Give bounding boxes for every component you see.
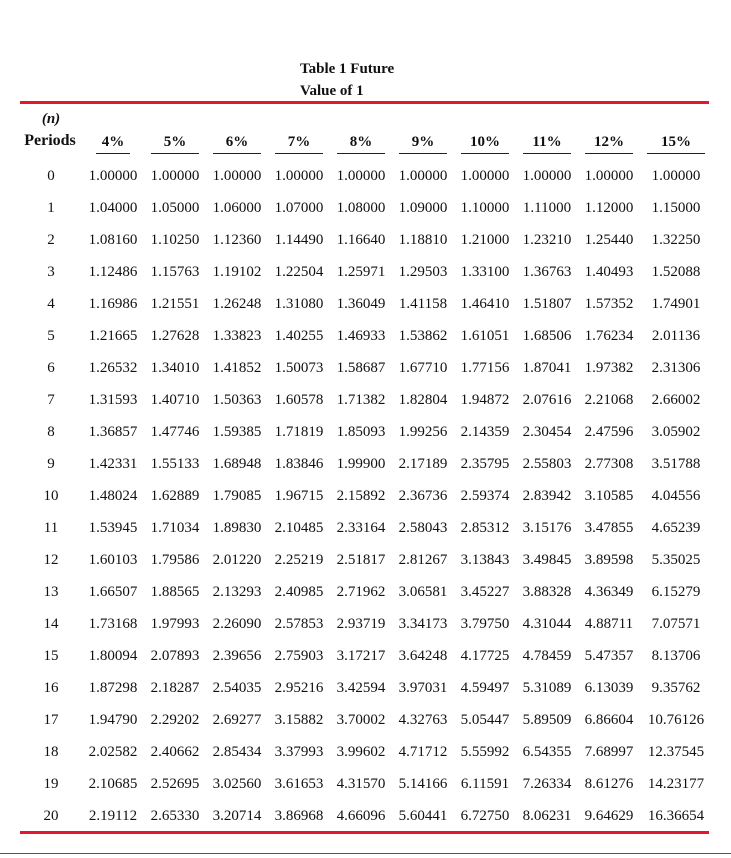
rate-header-underline: [585, 153, 633, 154]
value-cell: 2.01136: [651, 328, 701, 344]
value-cell: 3.20714: [212, 808, 262, 824]
value-cell: 5.60441: [398, 808, 448, 824]
value-cell: 4.71712: [398, 744, 448, 760]
value-cell: 1.89830: [212, 520, 262, 536]
value-cell: 3.61653: [274, 776, 324, 792]
rate-header: 11%: [532, 134, 562, 150]
value-cell: 1.25440: [584, 232, 634, 248]
rate-header: 6%: [225, 134, 249, 150]
value-cell: 2.10485: [274, 520, 324, 536]
value-cell: 1.50073: [274, 360, 324, 376]
value-cell: 3.49845: [522, 552, 572, 568]
value-cell: 1.22504: [274, 264, 324, 280]
value-cell: 10.76126: [647, 712, 705, 728]
value-cell: 1.48024: [88, 488, 138, 504]
rate-header-underline: [461, 153, 509, 154]
value-cell: 1.36763: [522, 264, 572, 280]
value-cell: 1.73168: [88, 616, 138, 632]
value-cell: 1.47746: [150, 424, 200, 440]
value-cell: 1.62889: [150, 488, 200, 504]
value-cell: 3.86968: [274, 808, 324, 824]
value-cell: 2.25219: [274, 552, 324, 568]
value-cell: 3.89598: [584, 552, 634, 568]
value-cell: 1.74901: [651, 296, 701, 312]
value-cell: 1.14490: [274, 232, 324, 248]
value-cell: 2.29202: [150, 712, 200, 728]
value-cell: 1.00000: [522, 168, 572, 184]
value-cell: 7.68997: [584, 744, 634, 760]
value-cell: 1.21000: [460, 232, 510, 248]
value-cell: 1.68948: [212, 456, 262, 472]
value-cell: 5.35025: [651, 552, 701, 568]
value-cell: 2.57853: [274, 616, 324, 632]
value-cell: 2.13293: [212, 584, 262, 600]
rate-header: 5%: [163, 134, 187, 150]
value-cell: 3.15882: [274, 712, 324, 728]
value-cell: 5.31089: [522, 680, 572, 696]
value-cell: 4.65239: [651, 520, 701, 536]
value-cell: 2.59374: [460, 488, 510, 504]
value-cell: 1.31080: [274, 296, 324, 312]
value-cell: 1.10000: [460, 200, 510, 216]
value-cell: 1.50363: [212, 392, 262, 408]
rate-header: 7%: [287, 134, 311, 150]
value-cell: 6.72750: [460, 808, 510, 824]
value-cell: 1.21551: [150, 296, 200, 312]
value-cell: 1.00000: [651, 168, 701, 184]
value-cell: 1.52088: [651, 264, 701, 280]
value-cell: 1.51807: [522, 296, 572, 312]
value-cell: 6.15279: [651, 584, 701, 600]
value-cell: 1.53862: [398, 328, 448, 344]
value-cell: 4.36349: [584, 584, 634, 600]
value-cell: 2.35795: [460, 456, 510, 472]
value-cell: 3.70002: [336, 712, 386, 728]
value-cell: 2.52695: [150, 776, 200, 792]
value-cell: 1.42331: [88, 456, 138, 472]
value-cell: 2.21068: [584, 392, 634, 408]
value-cell: 3.05902: [651, 424, 701, 440]
value-cell: 8.61276: [584, 776, 634, 792]
value-cell: 1.46933: [336, 328, 386, 344]
value-cell: 1.71382: [336, 392, 386, 408]
value-cell: 12.37545: [647, 744, 705, 760]
value-cell: 3.51788: [651, 456, 701, 472]
value-cell: 1.33823: [212, 328, 262, 344]
value-cell: 3.17217: [336, 648, 386, 664]
value-cell: 6.13039: [584, 680, 634, 696]
value-cell: 3.06581: [398, 584, 448, 600]
value-cell: 1.40710: [150, 392, 200, 408]
rate-header-underline: [647, 153, 705, 154]
value-cell: 1.00000: [150, 168, 200, 184]
rate-header-underline: [213, 153, 261, 154]
period-cell: 15: [43, 648, 59, 664]
value-cell: 2.07616: [522, 392, 572, 408]
value-cell: 1.58687: [336, 360, 386, 376]
value-cell: 2.18287: [150, 680, 200, 696]
value-cell: 6.54355: [522, 744, 572, 760]
value-cell: 1.71819: [274, 424, 324, 440]
period-cell: 0: [47, 168, 55, 184]
value-cell: 1.00000: [460, 168, 510, 184]
value-cell: 2.85434: [212, 744, 262, 760]
value-cell: 1.46410: [460, 296, 510, 312]
value-cell: 2.30454: [522, 424, 572, 440]
value-cell: 2.40985: [274, 584, 324, 600]
period-cell: 9: [47, 456, 55, 472]
rate-header: 12%: [594, 134, 624, 150]
value-cell: 2.55803: [522, 456, 572, 472]
value-cell: 1.21665: [88, 328, 138, 344]
rate-header: 4%: [101, 134, 125, 150]
value-cell: 1.04000: [88, 200, 138, 216]
value-cell: 16.36654: [647, 808, 705, 824]
value-cell: 1.05000: [150, 200, 200, 216]
rate-header: 10%: [470, 134, 500, 150]
rate-header: 15%: [661, 134, 691, 150]
value-cell: 2.95216: [274, 680, 324, 696]
value-cell: 5.89509: [522, 712, 572, 728]
value-cell: 5.14166: [398, 776, 448, 792]
value-cell: 1.00000: [212, 168, 262, 184]
value-cell: 1.08160: [88, 232, 138, 248]
value-cell: 2.19112: [88, 808, 138, 824]
value-cell: 1.09000: [398, 200, 448, 216]
value-cell: 1.19102: [212, 264, 262, 280]
value-cell: 1.32250: [651, 232, 701, 248]
value-cell: 2.65330: [150, 808, 200, 824]
value-cell: 3.15176: [522, 520, 572, 536]
value-cell: 1.11000: [522, 200, 572, 216]
value-cell: 1.97382: [584, 360, 634, 376]
value-cell: 1.00000: [88, 168, 138, 184]
period-cell: 6: [47, 360, 55, 376]
period-cell: 12: [43, 552, 59, 568]
page-bottom-line: [0, 853, 731, 854]
value-cell: 4.32763: [398, 712, 448, 728]
value-cell: 2.17189: [398, 456, 448, 472]
value-cell: 1.12360: [212, 232, 262, 248]
value-cell: 1.07000: [274, 200, 324, 216]
value-cell: 1.99900: [336, 456, 386, 472]
value-cell: 1.55133: [150, 456, 200, 472]
value-cell: 1.57352: [584, 296, 634, 312]
value-cell: 2.39656: [212, 648, 262, 664]
value-cell: 1.96715: [274, 488, 324, 504]
period-cell: 19: [43, 776, 59, 792]
value-cell: 1.26248: [212, 296, 262, 312]
value-cell: 1.10250: [150, 232, 200, 248]
table-title-line-1: Table 1 Future: [300, 61, 395, 77]
value-cell: 8.06231: [522, 808, 572, 824]
period-cell: 14: [43, 616, 59, 632]
value-cell: 3.99602: [336, 744, 386, 760]
value-cell: 2.33164: [336, 520, 386, 536]
value-cell: 1.27628: [150, 328, 200, 344]
value-cell: 2.15892: [336, 488, 386, 504]
value-cell: 1.36049: [336, 296, 386, 312]
value-cell: 2.58043: [398, 520, 448, 536]
value-cell: 6.86604: [584, 712, 634, 728]
value-cell: 2.75903: [274, 648, 324, 664]
value-cell: 1.16640: [336, 232, 386, 248]
periods-column-header: Periods: [24, 132, 76, 149]
value-cell: 9.64629: [584, 808, 634, 824]
value-cell: 4.04556: [651, 488, 701, 504]
value-cell: 2.51817: [336, 552, 386, 568]
period-cell: 3: [47, 264, 55, 280]
value-cell: 1.97993: [150, 616, 200, 632]
table-title-line-2: Value of 1: [300, 83, 364, 99]
rate-header-underline: [337, 153, 385, 154]
value-cell: 2.81267: [398, 552, 448, 568]
value-cell: 2.93719: [336, 616, 386, 632]
value-cell: 3.13843: [460, 552, 510, 568]
value-cell: 3.88328: [522, 584, 572, 600]
value-cell: 2.01220: [212, 552, 262, 568]
value-cell: 1.68506: [522, 328, 572, 344]
value-cell: 5.05447: [460, 712, 510, 728]
value-cell: 1.16986: [88, 296, 138, 312]
value-cell: 1.99256: [398, 424, 448, 440]
value-cell: 1.79085: [212, 488, 262, 504]
value-cell: 4.31570: [336, 776, 386, 792]
period-cell: 13: [43, 584, 59, 600]
value-cell: 1.71034: [150, 520, 200, 536]
n-label: (n): [41, 111, 61, 127]
value-cell: 1.41852: [212, 360, 262, 376]
rate-header-underline: [399, 153, 447, 154]
period-cell: 8: [47, 424, 55, 440]
value-cell: 1.00000: [398, 168, 448, 184]
value-cell: 1.33100: [460, 264, 510, 280]
value-cell: 1.60103: [88, 552, 138, 568]
period-cell: 17: [43, 712, 59, 728]
value-cell: 14.23177: [647, 776, 705, 792]
value-cell: 1.00000: [336, 168, 386, 184]
value-cell: 2.83942: [522, 488, 572, 504]
period-cell: 1: [47, 200, 55, 216]
value-cell: 3.47855: [584, 520, 634, 536]
value-cell: 5.47357: [584, 648, 634, 664]
value-cell: 1.53945: [88, 520, 138, 536]
value-cell: 2.31306: [651, 360, 701, 376]
value-cell: 1.87298: [88, 680, 138, 696]
value-cell: 3.34173: [398, 616, 448, 632]
value-cell: 2.47596: [584, 424, 634, 440]
value-cell: 2.36736: [398, 488, 448, 504]
value-cell: 1.29503: [398, 264, 448, 280]
value-cell: 1.31593: [88, 392, 138, 408]
value-cell: 3.79750: [460, 616, 510, 632]
table-title: [300, 58, 430, 102]
period-cell: 5: [47, 328, 55, 344]
rate-header-underline: [151, 153, 199, 154]
value-cell: 1.67710: [398, 360, 448, 376]
value-cell: 1.40493: [584, 264, 634, 280]
value-cell: 1.34010: [150, 360, 200, 376]
value-cell: 7.26334: [522, 776, 572, 792]
value-cell: 1.83846: [274, 456, 324, 472]
value-cell: 2.10685: [88, 776, 138, 792]
value-cell: 1.36857: [88, 424, 138, 440]
value-cell: 7.07571: [651, 616, 701, 632]
value-cell: 1.79586: [150, 552, 200, 568]
period-cell: 10: [43, 488, 59, 504]
period-cell: 16: [43, 680, 59, 696]
period-cell: 20: [43, 808, 59, 824]
value-cell: 3.64248: [398, 648, 448, 664]
value-cell: 1.77156: [460, 360, 510, 376]
period-cell: 11: [43, 520, 59, 536]
value-cell: 1.88565: [150, 584, 200, 600]
value-cell: 3.02560: [212, 776, 262, 792]
value-cell: 4.78459: [522, 648, 572, 664]
value-cell: 1.00000: [584, 168, 634, 184]
value-cell: 1.41158: [398, 296, 448, 312]
value-cell: 4.88711: [584, 616, 634, 632]
value-cell: 1.87041: [522, 360, 572, 376]
value-cell: 9.35762: [651, 680, 701, 696]
value-cell: 1.82804: [398, 392, 448, 408]
value-cell: 1.12486: [88, 264, 138, 280]
value-cell: 4.66096: [336, 808, 386, 824]
period-cell: 18: [43, 744, 59, 760]
rate-header-underline: [96, 153, 130, 154]
value-cell: 1.06000: [212, 200, 262, 216]
value-cell: 4.31044: [522, 616, 572, 632]
rate-header: 9%: [411, 134, 435, 150]
value-cell: 1.26532: [88, 360, 138, 376]
rate-header: 8%: [349, 134, 373, 150]
value-cell: 1.94872: [460, 392, 510, 408]
value-cell: 3.10585: [584, 488, 634, 504]
value-cell: 2.85312: [460, 520, 510, 536]
value-cell: 1.23210: [522, 232, 572, 248]
value-cell: 1.25971: [336, 264, 386, 280]
value-cell: 1.85093: [336, 424, 386, 440]
bottom-red-rule: [20, 831, 709, 834]
value-cell: 5.55992: [460, 744, 510, 760]
top-red-rule: [20, 101, 709, 104]
value-cell: 2.26090: [212, 616, 262, 632]
value-cell: 1.15763: [150, 264, 200, 280]
value-cell: 2.07893: [150, 648, 200, 664]
value-cell: 1.12000: [584, 200, 634, 216]
value-cell: 3.37993: [274, 744, 324, 760]
period-cell: 7: [47, 392, 55, 408]
value-cell: 1.18810: [398, 232, 448, 248]
value-cell: 3.45227: [460, 584, 510, 600]
value-cell: 2.14359: [460, 424, 510, 440]
value-cell: 1.00000: [274, 168, 324, 184]
value-cell: 4.59497: [460, 680, 510, 696]
value-cell: 1.61051: [460, 328, 510, 344]
value-cell: 4.17725: [460, 648, 510, 664]
value-cell: 3.42594: [336, 680, 386, 696]
value-cell: 1.60578: [274, 392, 324, 408]
value-cell: 2.54035: [212, 680, 262, 696]
value-cell: 2.02582: [88, 744, 138, 760]
rate-header-underline: [275, 153, 323, 154]
value-cell: 1.94790: [88, 712, 138, 728]
value-cell: 6.11591: [460, 776, 510, 792]
value-cell: 3.97031: [398, 680, 448, 696]
period-cell: 4: [47, 296, 55, 312]
value-cell: 1.40255: [274, 328, 324, 344]
value-cell: 1.08000: [336, 200, 386, 216]
value-cell: 2.40662: [150, 744, 200, 760]
value-cell: 1.59385: [212, 424, 262, 440]
value-cell: 8.13706: [651, 648, 701, 664]
value-cell: 1.80094: [88, 648, 138, 664]
value-cell: 1.66507: [88, 584, 138, 600]
value-cell: 1.15000: [651, 200, 701, 216]
value-cell: 1.76234: [584, 328, 634, 344]
rate-header-underline: [523, 153, 571, 154]
value-cell: 2.69277: [212, 712, 262, 728]
value-cell: 2.71962: [336, 584, 386, 600]
value-cell: 2.77308: [584, 456, 634, 472]
period-cell: 2: [47, 232, 55, 248]
value-cell: 2.66002: [651, 392, 701, 408]
